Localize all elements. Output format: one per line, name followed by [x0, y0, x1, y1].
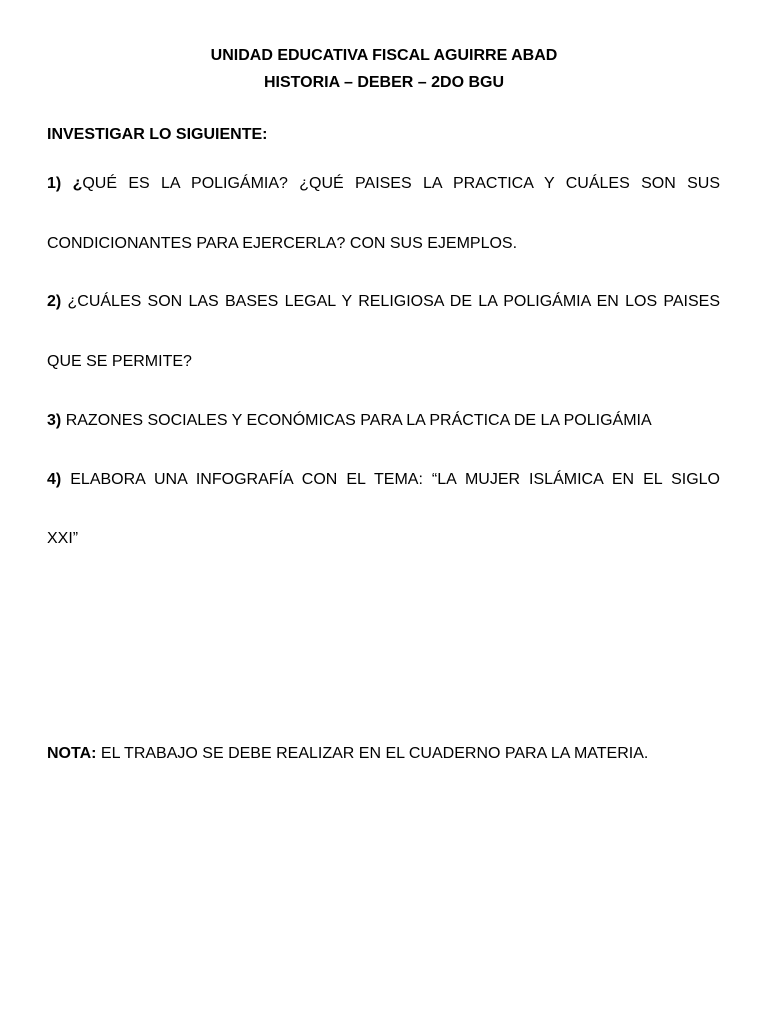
- school-title: UNIDAD EDUCATIVA FISCAL AGUIRRE ABAD: [210, 47, 558, 64]
- note-text: EL TRABAJO SE DEBE REALIZAR EN EL CUADERNO PARA LA MATERIA.: [100, 745, 649, 762]
- note-line: [47, 744, 648, 764]
- question-1-text: QUÉ ES LA POLIGÁMIA? ¿QUÉ PAISES LA PRACTICA Y CUÁLES SON SUS: [82, 175, 720, 192]
- question-4-line-2: XXI”: [47, 530, 79, 547]
- question-1-line-1: [47, 174, 720, 194]
- question-3-line-1: [47, 411, 652, 431]
- question-4-line-1: [47, 470, 720, 490]
- question-2-line-2: QUE SE PERMITE?: [47, 353, 192, 370]
- question-1-number: 1): [47, 175, 62, 192]
- question-3-number: 3): [47, 412, 62, 429]
- question-3-text: RAZONES SOCIALES Y ECONÓMICAS PARA LA PRÁCTICA DE LA POLIGÁMIA: [65, 412, 652, 429]
- question-2-line-1: [47, 292, 720, 312]
- note-label: NOTA:: [47, 745, 97, 762]
- question-4-number: 4): [47, 471, 62, 488]
- question-1-prefix: ¿: [72, 175, 83, 192]
- question-1-line-2: CONDICIONANTES PARA EJERCERLA? CON SUS EJEMPLOS.: [47, 235, 518, 252]
- question-2-text: ¿CUÁLES SON LAS BASES LEGAL Y RELIGIOSA DE LA POLIGÁMIA EN LOS PAISES: [67, 293, 721, 310]
- question-4-text: ELABORA UNA INFOGRAFÍA CON EL TEMA: “LA MUJER ISLÁMICA EN EL SIGLO: [70, 471, 720, 488]
- instruction-heading: INVESTIGAR LO SIGUIENTE:: [47, 126, 268, 143]
- subject-title: HISTORIA – DEBER – 2DO BGU: [263, 74, 505, 91]
- question-2-number: 2): [47, 293, 62, 310]
